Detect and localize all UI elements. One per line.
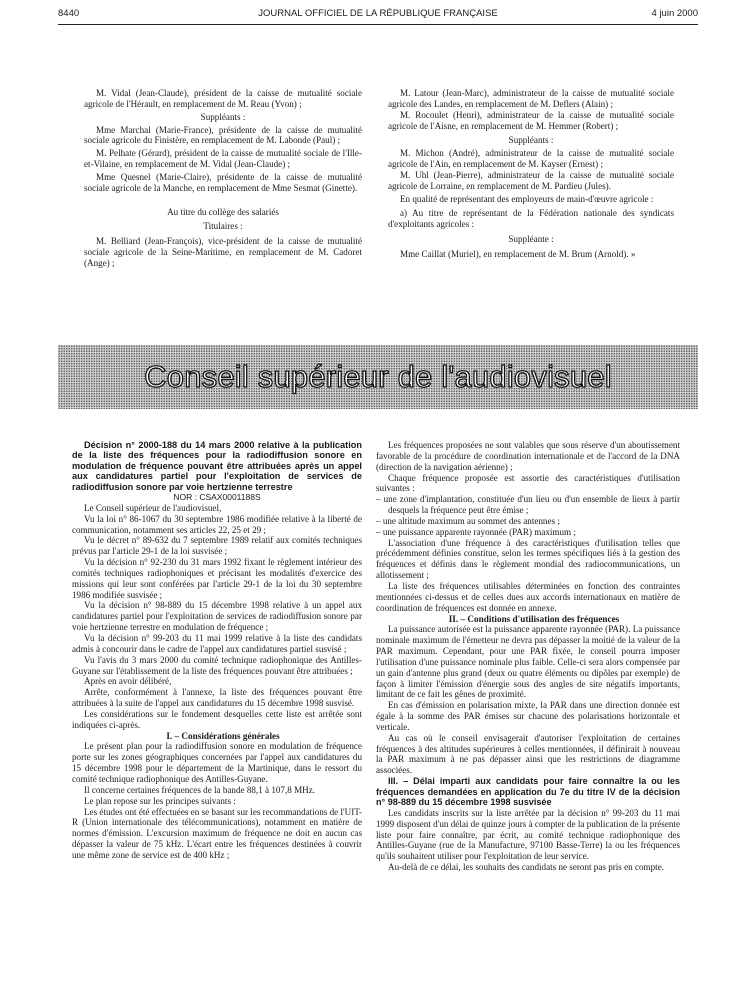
journal-title: JOURNAL OFFICIEL DE LA RÉPUBLIQUE FRANÇAISE <box>258 8 498 19</box>
paragraph: Vu la décision n° 99-203 du 11 mai 1999 relative à la liste des candidats admis à concourir dans le cadre de l'appel aux candidatures partiel susvisé ; <box>72 633 362 654</box>
paragraph: Les études ont été effectuées en se basant sur les recommandations de l'UIT-R (Union internationale des télécommunications), notamment en matière de normes d'émission. L'excursion maximum de fréquence ne doit en aucun cas dépasser la valeur de 75 kHz. L'écart entre les fréquences destinées à couvrir une même zone de service est de 400 kHz ; <box>72 806 362 860</box>
decision-right-column <box>376 440 680 873</box>
paragraph: Vu le décret n° 89-632 du 7 septembre 1989 relatif aux comités techniques prévus par l'article 29-1 de la loi susvisée ; <box>72 535 362 557</box>
section-banner <box>58 345 698 409</box>
paragraph: En cas d'émission en polarisation mixte, la PAR dans une direction donnée est égale à la somme des PAR émises sur chacune des polarisations horizontale et verticale. <box>376 700 680 732</box>
paragraph: Chaque fréquence proposée est assortie des caractéristiques d'utilisation suivantes : <box>376 472 680 494</box>
paragraph: L'association d'une fréquence à des caractéristiques d'utilisation telles que précédemment définies constitue, selon les termes spécifiques liés à la gestion des fréquences et définis dans le règlement mondial des radiocommunications, un allotissement ; <box>376 537 680 581</box>
paragraph: Les candidats inscrits sur la liste arrêtée par la décision n° 99-203 du 11 mai 1999 disposent d'un délai de quinze jours à compter de la publication de la présente liste pour faire connaître, par écrit, au comité technique radiophonique des Antilles-Guyane (rue de la Manufacture, 97100 Basse-Terre) la ou les fréquences qu'ils souhaitent utiliser pour l'exploitation de leur service. <box>376 807 680 862</box>
paragraph: Vu la décision n° 92-230 du 31 mars 1992 fixant le règlement intérieur des comités techniques radiophoniques et précisant les modalités d'exercice des missions qui leur sont conférées par l'article 29-1 de la loi du 30 septembre 1986 modifiée susvisée ; <box>72 557 362 600</box>
paragraph: Les considérations sur le fondement desquelles cette liste est arrêtée sont indiquées ci-après. <box>72 708 362 730</box>
paragraph: Le présent plan pour la radiodiffusion sonore en modulation de fréquence porte sur les zones géographiques concernées par l'appel aux candidatures du 15 décembre 1998 pour le département de la Martinique, dans le ressort du comité technique radiophonique des Antilles-Guyane. <box>72 741 362 784</box>
paragraph: M. Pelhate (Gérard), président de la caisse de mutualité sociale de l'Ille-et-Vilaine, en remplacement de M. Vidal (Jean-Claude) ; <box>84 148 362 170</box>
subheading: Suppléants : <box>508 135 554 146</box>
list-item: – une zone d'implantation, constituée d'un lieu ou d'un ensemble de lieux à partir desquels la fréquence peut être émise ; <box>376 494 680 516</box>
paragraph: Le Conseil supérieur de l'audiovisuel, <box>84 502 222 513</box>
paragraph: Mme Caillat (Muriel), en remplacement de M. Brum (Arnold). » <box>400 248 636 259</box>
paragraph: En qualité de représentant des employeurs de main-d'œuvre agricole : <box>400 193 654 204</box>
list-item: – une puissance apparente rayonnée (PAR) maximum ; <box>376 526 576 537</box>
paragraph: M. Belliard (Jean-François), vice-président de la caisse de mutualité sociale agricole de la Seine-Maritime, en remplacement de M. Cadoret (Ange) ; <box>84 236 362 268</box>
paragraph: Au-delà de ce délai, les souhaits des candidats ne seront pas pris en compte. <box>388 862 665 873</box>
paragraph: Arrête, conformément à l'annexe, la liste des fréquences pouvant être attribuées à la suite de l'appel aux candidatures du 15 décembre 1998 susvisé. <box>72 687 362 709</box>
paragraph: Après en avoir délibéré, <box>84 676 172 687</box>
paragraph: a) Au titre de représentant de la Fédération nationale des syndicats d'exploitants agricoles : <box>388 208 674 230</box>
college-heading: Au titre du collège des salariés <box>167 206 279 217</box>
section-heading: III. – Délai imparti aux candidats pour faire connaître la ou les fréquences demandées en application du 7e du titre IV de la décision n° 98-889 du 15 décembre 1998 susvisée <box>376 776 680 808</box>
paragraph: La puissance autorisée est la puissance apparente rayonnée (PAR). La puissance nominale maximum de l'émetteur ne devra pas dépasser la moitié de la valeur de la PAR maximum. Cependant, pour une PAR fixée, le conseil pourra imposer l'utilisation d'une puissance nominale plus faible. Celle-ci sera alors compensée par un gain d'antenne plus grand (deux ou quatre éléments ou dipôles par exemple) de façon à limiter l'émission d'énergie sous des angles de site négatifs importants, limitant de ce fait les gênes de proximité. <box>376 624 680 700</box>
subheading: Titulaires : <box>203 221 243 232</box>
paragraph: Vu l'avis du 3 mars 2000 du comité technique radiophonique des Antilles-Guyane sur l'établissement de la liste des fréquences pouvant être attribuées ; <box>72 654 362 676</box>
header-rule <box>58 24 698 25</box>
section-heading: II. – Conditions d'utilisation des fréquences <box>448 613 620 624</box>
paragraph: M. Vidal (Jean-Claude), président de la caisse de mutualité sociale agricole de l'Hérault, en remplacement de M. Reau (Yvon) ; <box>84 88 362 109</box>
page-number: 8440 <box>58 8 80 19</box>
paragraph: Mme Marchal (Marie-France), présidente de la caisse de mutualité sociale agricole du Finistère, en remplacement de M. Labonde (Paul) ; <box>84 124 362 146</box>
paragraph: M. Rocoulet (Henri), administrateur de la caisse de mutualité sociale agricole de l'Aisne, en remplacement de M. Hemmer (Robert) ; <box>388 109 674 131</box>
paragraph: Le plan repose sur les principes suivants : <box>84 795 236 806</box>
decision-left-column <box>72 440 362 861</box>
top-right-column <box>388 88 674 260</box>
list-item: – une altitude maximum au sommet des antennes ; <box>376 515 560 526</box>
nor-reference: NOR : CSAX0001188S <box>173 492 261 503</box>
paragraph: M. Michon (André), administrateur de la caisse de mutualité sociale agricole de l'Ain, en remplacement de M. Kayser (Ernest) ; <box>388 148 674 170</box>
issue-date: 4 juin 2000 <box>651 8 698 19</box>
paragraph: M. Uhl (Jean-Pierre), administrateur de la caisse de mutualité sociale agricole de Lorraine, en remplacement de M. Pardieu (Jules). <box>388 169 674 191</box>
section-heading: I. – Considérations générales <box>166 730 280 741</box>
page-header <box>58 8 698 22</box>
paragraph: Mme Quesnel (Marie-Claire), présidente de la caisse de mutualité sociale agricole de la Manche, en remplacement de Mme Sesmat (Ginette). <box>84 171 362 193</box>
paragraph: Vu la loi n° 86-1067 du 30 septembre 1986 modifiée relative à la liberté de communication, notamment ses articles 22, 25 et 29 ; <box>72 513 362 535</box>
paragraph: La liste des fréquences utilisables déterminées en fonction des contraintes mentionnées ci-dessus et de celles dues aux accords internationaux en matière de coordination de fréquences est donnée en annexe. <box>376 580 680 613</box>
banner-title: Conseil supérieur de l'audiovisuel <box>144 359 612 394</box>
subheading: Suppléante : <box>508 234 554 245</box>
paragraph: M. Latour (Jean-Marc), administrateur de la caisse de mutualité sociale agricole des Landes, en remplacement de M. Deflers (Alain) ; <box>388 88 674 109</box>
paragraph: Il concerne certaines fréquences de la bande 88,1 à 107,8 MHz. <box>84 784 316 795</box>
subheading: Suppléants : <box>200 111 246 122</box>
top-left-column <box>84 88 362 269</box>
paragraph: Les fréquences proposées ne sont valables que sous réserve d'un aboutissement favorable de la procédure de coordination internationale et de l'accord de la DNA (direction de la navigation aérienne) ; <box>376 440 680 472</box>
decision-title: Décision n° 2000-188 du 14 mars 2000 relative à la publication de la liste des fréquences pour la radiodiffusion sonore en modulation de fréquence pouvant être attribuées après un appel aux candidatures partiel pour l'exploitation de services de radiodiffusion sonore par voie hertzienne terrestre <box>72 440 362 492</box>
paragraph: Vu la décision n° 98-889 du 15 décembre 1998 relative à un appel aux candidatures partiel pour l'exploitation de services de radiodiffusion sonore par voie hertzienne terrestre en modulation de fréquence ; <box>72 600 362 633</box>
paragraph: Au cas où le conseil envisagerait d'autoriser l'exploitation de certaines fréquences à des altitudes supérieures à celles mentionnées, il définirait à nouveau la PAR maximum à ne pas dépasser ainsi que les restrictions de diagramme associées. <box>376 732 680 776</box>
